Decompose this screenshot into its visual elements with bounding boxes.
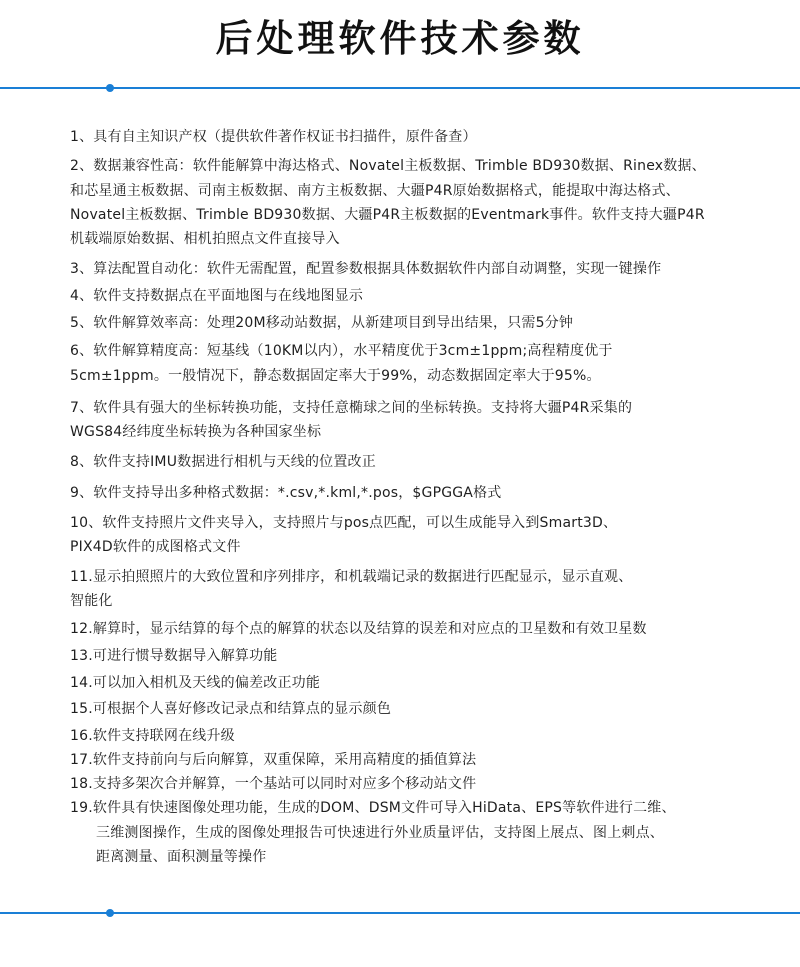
spec-item-17 <box>70 748 770 772</box>
spec-item-19 <box>70 796 770 869</box>
spec-item-7 <box>70 396 770 445</box>
spec-line: 8、软件支持IMU数据进行相机与天线的位置改正 <box>70 453 376 470</box>
top-divider <box>0 87 800 89</box>
spec-item-13 <box>70 644 770 668</box>
spec-line: 13.可进行惯导数据导入解算功能 <box>70 647 278 664</box>
spec-line: PIX4D软件的成图格式文件 <box>70 539 241 556</box>
spec-item-8 <box>70 450 770 474</box>
spec-item-14 <box>70 671 770 695</box>
spec-line: 7、软件具有强大的坐标转换功能，支持任意椭球之间的坐标转换。支持将大疆P4R采集的 <box>70 399 633 416</box>
spec-line: 10、软件支持照片文件夹导入，支持照片与pos点匹配，可以生成能导入到Smart3D、 <box>70 515 618 532</box>
spec-line: 3、算法配置自动化：软件无需配置，配置参数根据具体数据软件内部自动调整，实现一键操作 <box>70 261 662 278</box>
spec-list <box>70 125 770 869</box>
spec-line: 18.支持多架次合并解算，一个基站可以同时对应多个移动站文件 <box>70 776 477 793</box>
spec-item-11 <box>70 565 770 614</box>
spec-line: 9、软件支持导出多种格式数据：*.csv,*.kml,*.pos，$GPGGA格式 <box>70 484 502 501</box>
spec-line: 智能化 <box>70 593 113 610</box>
spec-item-15 <box>70 697 770 721</box>
spec-line: 14.可以加入相机及天线的偏差改正功能 <box>70 674 321 691</box>
page-title: 后处理软件技术参数 <box>215 17 585 60</box>
spec-line: 三维测图操作，生成的图像处理报告可快速进行外业质量评估，支持图上展点、图上刺点、 <box>96 824 664 841</box>
spec-line: 11.显示拍照照片的大致位置和序列排序，和机载端记录的数据进行匹配显示，显示直观、 <box>70 568 633 585</box>
spec-line: 6、软件解算精度高：短基线（10KM以内），水平精度优于3cm±1ppm;高程精度优于 <box>70 343 613 360</box>
spec-line: 1、具有自主知识产权（提供软件著作权证书扫描件，原件备查） <box>70 129 477 145</box>
divider-dot-icon <box>106 909 114 917</box>
spec-item-10 <box>70 511 770 560</box>
spec-item-12 <box>70 617 770 641</box>
spec-item-3 <box>70 257 770 281</box>
spec-line: 2、数据兼容性高：软件能解算中海达格式、Novatel主板数据、Trimble BD930数据、Rinex数据、 <box>70 158 706 175</box>
spec-item-9 <box>70 481 770 505</box>
spec-line: Novatel主板数据、Trimble BD930数据、大疆P4R主板数据的Eventmark事件。软件支持大疆P4R <box>70 206 705 223</box>
spec-item-16 <box>70 724 770 748</box>
spec-line: 16.软件支持联网在线升级 <box>70 727 235 744</box>
spec-line: 15.可根据个人喜好修改记录点和结算点的显示颜色 <box>70 701 392 718</box>
spec-line: 17.软件支持前向与后向解算，双重保障，采用高精度的插值算法 <box>70 751 477 768</box>
divider-dot-icon <box>106 84 114 92</box>
spec-line: 5、软件解算效率高：处理20M移动站数据，从新建项目到导出结果，只需5分钟 <box>70 315 574 332</box>
spec-line: WGS84经纬度坐标转换为各种国家坐标 <box>70 424 322 441</box>
bottom-divider <box>0 912 800 914</box>
spec-item-6 <box>70 339 770 388</box>
spec-item-5 <box>70 311 770 335</box>
spec-item-1 <box>70 125 770 149</box>
spec-item-2 <box>70 154 770 251</box>
spec-line: 机载端原始数据、相机拍照点文件直接导入 <box>70 231 340 248</box>
spec-item-4 <box>70 284 770 308</box>
spec-line: 4、软件支持数据点在平面地图与在线地图显示 <box>70 287 364 304</box>
spec-line: 5cm±1ppm。一般情况下，静态数据固定率大于99%，动态数据固定率大于95%。 <box>70 367 601 384</box>
spec-item-18 <box>70 772 770 796</box>
spec-line: 和芯星通主板数据、司南主板数据、南方主板数据、大疆P4R原始数据格式，能提取中海达格式、 <box>70 182 680 199</box>
spec-line: 19.软件具有快速图像处理功能，生成的DOM、DSM文件可导入HiData、EPS等软件进行二维、 <box>70 800 676 817</box>
spec-line: 距离测量、面积测量等操作 <box>96 849 267 866</box>
spec-line: 12.解算时，显示结算的每个点的解算的状态以及结算的误差和对应点的卫星数和有效卫星数 <box>70 621 647 638</box>
